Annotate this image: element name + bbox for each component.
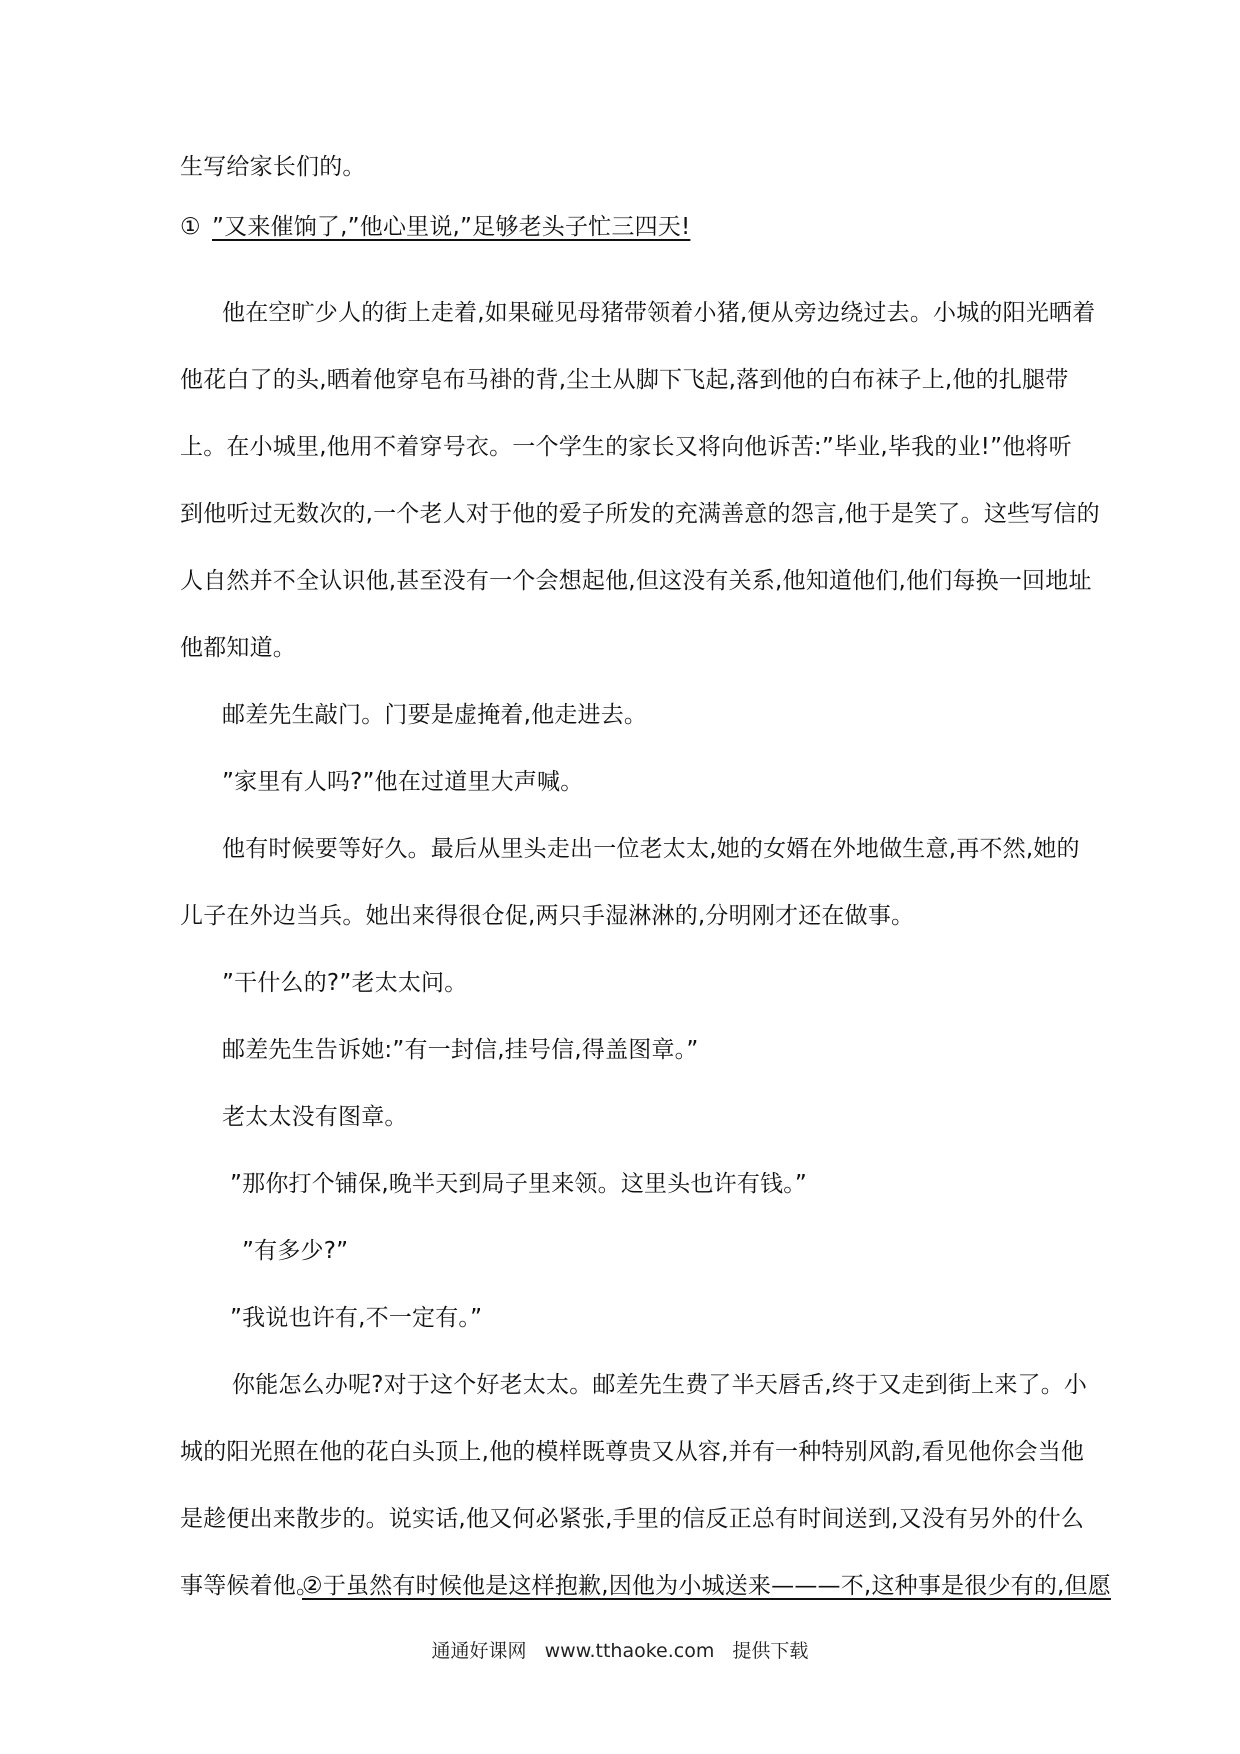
footer-suffix: 提供下载 (732, 1640, 809, 1662)
footer-url[interactable]: www.tthaoke.com (544, 1640, 715, 1662)
dialogue-line: ”有多少?” (242, 1238, 349, 1264)
paragraph-line: 到他听过无数次的,一个老人对于他的爱子所发的充满善意的怨言,他于是笑了。这些写信的 (180, 501, 1100, 527)
underlined-sentence-2: ②于虽然有时候他是这样抱歉,因他为小城送来———不,这种事是很少有的,但愿 (302, 1573, 1111, 1599)
paragraph-line: 他有时候要等好久。最后从里头走出一位老太太,她的女婿在外地做生意,再不然,她的 (222, 836, 1080, 862)
paragraph-line: 他花白了的头,晒着他穿皂布马褂的背,尘土从脚下飞起,落到他的白布袜子上,他的扎腿带 (180, 367, 1069, 393)
dialogue-line: ”干什么的?”老太太问。 (222, 970, 468, 996)
paragraph-line: 人自然并不全认识他,甚至没有一个会想起他,但这没有关系,他知道他们,他们每换一回地址 (180, 568, 1092, 594)
dialogue-line: ”我说也许有,不一定有。” (230, 1305, 483, 1331)
paragraph-line: 上。在小城里,他用不着穿号衣。一个学生的家长又将向他诉苦:”毕业,毕我的业!”他将听 (180, 434, 1072, 460)
paragraph-line: 他在空旷少人的街上走着,如果碰见母猪带领着小猪,便从旁边绕过去。小城的阳光晒着 (222, 300, 1096, 326)
paragraph-line: 邮差先生敲门。门要是虚掩着,他走进去。 (222, 702, 648, 728)
paragraph-line: 老太太没有图章。 (222, 1104, 408, 1130)
paragraph-line: 他都知道。 (180, 635, 296, 661)
underlined-sentence-1: ”又来催饷了,”他心里说,”足够老头子忙三四天! (212, 214, 691, 240)
paragraph-line: 儿子在外边当兵。她出来得很仓促,两只手湿淋淋的,分明刚才还在做事。 (180, 903, 915, 929)
page-footer (0, 1638, 1240, 1664)
text-line: 生写给家长们的。 (180, 154, 366, 180)
dialogue-line: 邮差先生告诉她:”有一封信,挂号信,得盖图章。” (222, 1037, 699, 1063)
dialogue-line: ”家里有人吗?”他在过道里大声喊。 (222, 769, 584, 795)
paragraph-line: 你能怎么办呢?对于这个好老太太。邮差先生费了半天唇舌,终于又走到街上来了。小 (232, 1372, 1088, 1398)
annotation-marker-1: ① (180, 214, 201, 240)
paragraph-line: 是趁便出来散步的。说实话,他又何必紧张,手里的信反正总有时间送到,又没有另外的什么 (180, 1506, 1085, 1532)
dialogue-line: ”那你打个铺保,晚半天到局子里来领。这里头也许有钱。” (230, 1171, 808, 1197)
paragraph-line: 城的阳光照在他的花白头顶上,他的模样既尊贵又从容,并有一种特别风韵,看见他你会当他 (180, 1439, 1085, 1465)
footer-site-name: 通通好课网 (431, 1640, 527, 1662)
paragraph-line: 事等候着他。 (180, 1573, 320, 1599)
